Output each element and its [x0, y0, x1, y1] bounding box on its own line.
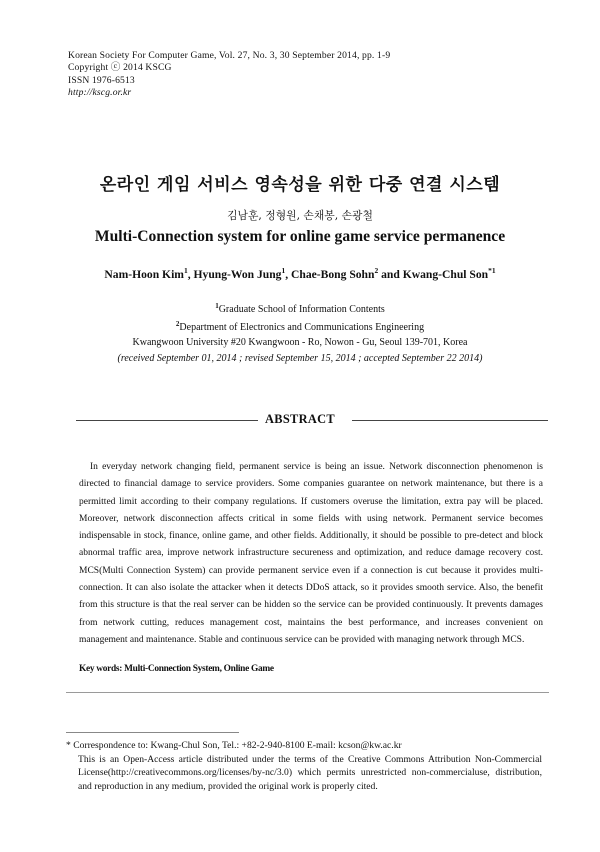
- correspondence-note: * Correspondence to: Kwang-Chul Son, Tel.: +82-2-940-8100 E-mail: kcson@kw.ac.kr: [66, 740, 402, 751]
- affiliation-mark: 1: [215, 302, 219, 310]
- author-separator: and: [378, 268, 403, 281]
- author-name: Chae-Bong Sohn: [291, 268, 375, 281]
- abstract-body: In everyday network changing field, permanent service is being an issue. Network disconnection phenomenon is directed to financial damage to service providers. Some companies guarantee on network maintenance, but there is a permitted limit according to their company regulations. If customers overuse the limitation, extra pay will be placed. Moreover, network disconnection affects critical in some fields with using network. Permanent service becomes indispensable in stock, finance, online game, and other fields. Additionally, it should be possible to pre-detect and block abnormal traffic area, improve network infrastructure secureness and optimization, and reduce damage recovery cost. MCS(Multi Connection System) can provide permanent service even if a connection is cut because it provides multi-connection. It can also isolate the attacker when it detects DDoS attack, so it provides smooth service. Also, the benefit from this structure is that the real server can be hidden so the service can be provided continuously. It prevents damages from network cutting, reduces management cost, maintains the best performance, and increases convenient on management and maintenance. Stable and continuous service can be provided with managing network through MCS.: [79, 462, 543, 645]
- english-title: Multi-Connection system for online game service permanence: [94, 228, 506, 245]
- footnote: [66, 739, 542, 793]
- section-divider: [66, 692, 549, 693]
- affiliation-2: [0, 320, 600, 333]
- affiliation-text: Graduate School of Information Contents: [218, 304, 385, 315]
- author-separator: ,: [187, 268, 194, 281]
- issn-line: ISSN 1976-6513: [68, 74, 135, 86]
- abstract-rule-right: [352, 420, 548, 421]
- footnote-rule: [66, 732, 239, 733]
- journal-citation: Korean Society For Computer Game, Vol. 27, No. 3, 30 September 2014, pp. 1-9: [68, 50, 391, 61]
- submission-dates: (received September 01, 2014 ; revised September 15, 2014 ; accepted September 22 2014): [117, 353, 483, 364]
- affiliation-1: [0, 302, 600, 315]
- university-address: Kwangwoon University #20 Kwangwoon - Ro, Nowon - Gu, Seoul 139-701, Korea: [132, 337, 468, 348]
- author-name: Nam-Hoon Kim: [104, 268, 184, 281]
- author-affiliation-mark: 2: [374, 266, 379, 275]
- copyright-line: Copyright ⓒ 2014 KSCG: [68, 62, 172, 74]
- author-affiliation-mark: 1: [183, 266, 188, 275]
- journal-header: [68, 50, 390, 100]
- korean-title: 온라인 게임 서비스 영속성을 위한 다중 연결 시스템: [99, 175, 501, 195]
- keywords: Key words: Multi-Connection System, Online Game: [79, 664, 274, 674]
- journal-url-link[interactable]: http://kscg.or.kr: [68, 87, 132, 99]
- author-name: Kwang-Chul Son: [402, 268, 489, 281]
- license-note: This is an Open-Access article distributed under the terms of the Creative Commons Attribution Non-Commercial License(http://creativecommons.org/licenses/by-nc/3.0) which permits unrestricted non-commercialuse, distribution, and reproduction in any medium, provided the original work is properly cited.: [78, 753, 542, 792]
- abstract-heading: ABSTRACT: [265, 412, 335, 426]
- author-separator: ,: [285, 268, 292, 281]
- author-list: [0, 266, 600, 281]
- korean-author-names: 김남훈, 정형원, 손채봉, 손광철: [227, 209, 373, 222]
- author-affiliation-mark: 1: [281, 266, 286, 275]
- affiliation-mark: 2: [175, 320, 180, 328]
- author-affiliation-mark: *1: [488, 266, 496, 275]
- author-name: Hyung-Won Jung: [193, 268, 282, 281]
- affiliation-text: Department of Electronics and Communications Engineering: [179, 322, 425, 333]
